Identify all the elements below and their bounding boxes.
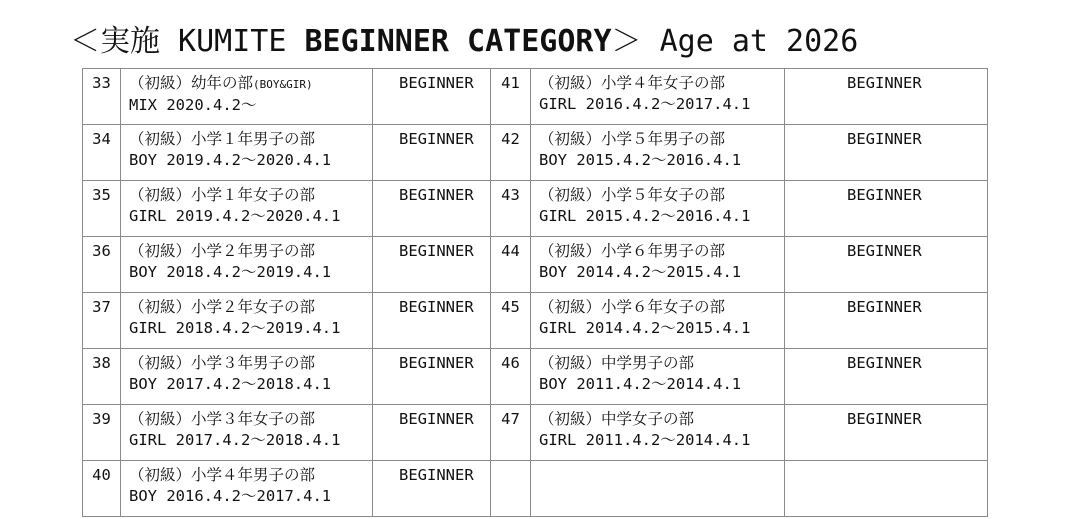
category-name: （初級）小学６年男子の部 xyxy=(539,242,726,260)
category-level: BEGINNER xyxy=(373,293,491,349)
category-table xyxy=(82,68,988,517)
category-name: （初級）小学１年女子の部 xyxy=(129,186,316,204)
category-name: （初級）小学３年男子の部 xyxy=(129,354,316,372)
category-age-range: BOY 2016.4.2～2017.4.1 xyxy=(129,487,332,505)
category-name-cell xyxy=(531,405,785,461)
category-level: BEGINNER xyxy=(785,237,988,293)
category-age-range: GIRL 2018.4.2～2019.4.1 xyxy=(129,319,341,337)
category-name-note: (BOY&GIR) xyxy=(253,78,313,91)
category-number: 42 xyxy=(491,125,531,181)
category-name-cell xyxy=(531,69,785,125)
category-level: BEGINNER xyxy=(373,181,491,237)
category-age-range: BOY 2015.4.2～2016.4.1 xyxy=(539,151,742,169)
category-name-cell xyxy=(121,237,373,293)
category-number: 34 xyxy=(83,125,121,181)
category-number: 47 xyxy=(491,405,531,461)
category-age-range: GIRL 2016.4.2～2017.4.1 xyxy=(539,95,751,113)
category-name-cell xyxy=(121,125,373,181)
category-age-range: BOY 2018.4.2～2019.4.1 xyxy=(129,263,332,281)
category-level: BEGINNER xyxy=(373,405,491,461)
table-row xyxy=(83,461,988,517)
category-level: BEGINNER xyxy=(785,349,988,405)
category-age-range: GIRL 2011.4.2～2014.4.1 xyxy=(539,431,751,449)
category-number: 35 xyxy=(83,181,121,237)
category-age-range: MIX 2020.4.2～ xyxy=(129,96,257,114)
table-row xyxy=(83,125,988,181)
category-name: （初級）小学５年男子の部 xyxy=(539,130,726,148)
category-age-range: GIRL 2019.4.2～2020.4.1 xyxy=(129,207,341,225)
table-row xyxy=(83,237,988,293)
category-name: （初級）小学４年女子の部 xyxy=(539,74,726,92)
category-number: 45 xyxy=(491,293,531,349)
category-level: BEGINNER xyxy=(785,125,988,181)
page-title xyxy=(70,20,858,64)
category-name: （初級）小学２年女子の部 xyxy=(129,298,316,316)
category-name: （初級）中学女子の部 xyxy=(539,410,695,428)
category-number: 38 xyxy=(83,349,121,405)
category-level: BEGINNER xyxy=(373,349,491,405)
category-level: BEGINNER xyxy=(373,461,491,517)
category-number: 37 xyxy=(83,293,121,349)
category-level: BEGINNER xyxy=(785,293,988,349)
category-number: 44 xyxy=(491,237,531,293)
category-age-range: BOY 2014.4.2～2015.4.1 xyxy=(539,263,742,281)
category-name-cell xyxy=(121,405,373,461)
category-name-cell xyxy=(531,237,785,293)
category-level: BEGINNER xyxy=(373,125,491,181)
category-name: （初級）中学男子の部 xyxy=(539,354,695,372)
category-level: BEGINNER xyxy=(785,181,988,237)
category-name-cell xyxy=(121,181,373,237)
category-name-cell xyxy=(531,293,785,349)
title-suffix: ＞ Age at 2026 xyxy=(611,24,859,59)
table-row xyxy=(83,405,988,461)
category-name-cell xyxy=(531,181,785,237)
category-name: （初級）小学５年女子の部 xyxy=(539,186,726,204)
table-row xyxy=(83,69,988,125)
category-name: （初級）小学３年女子の部 xyxy=(129,410,316,428)
category-age-range: BOY 2011.4.2～2014.4.1 xyxy=(539,375,742,393)
category-name-cell xyxy=(121,349,373,405)
category-level: BEGINNER xyxy=(785,69,988,125)
category-name-cell xyxy=(531,349,785,405)
table-row xyxy=(83,181,988,237)
category-level: BEGINNER xyxy=(373,237,491,293)
category-name: （初級）小学４年男子の部 xyxy=(129,466,316,484)
title-prefix: ＜実施 KUMITE xyxy=(70,24,305,59)
category-table-body xyxy=(83,69,988,517)
category-name-cell xyxy=(531,125,785,181)
category-name-cell xyxy=(121,461,373,517)
empty-cell xyxy=(785,461,988,517)
category-number: 41 xyxy=(491,69,531,125)
category-name: （初級）小学１年男子の部 xyxy=(129,130,316,148)
category-age-range: BOY 2017.4.2～2018.4.1 xyxy=(129,375,332,393)
category-number: 39 xyxy=(83,405,121,461)
category-number: 33 xyxy=(83,69,121,125)
category-level: BEGINNER xyxy=(785,405,988,461)
category-age-range: GIRL 2017.4.2～2018.4.1 xyxy=(129,431,341,449)
category-name: （初級）小学２年男子の部 xyxy=(129,242,316,260)
category-number: 36 xyxy=(83,237,121,293)
table-row xyxy=(83,293,988,349)
category-number: 46 xyxy=(491,349,531,405)
category-number: 43 xyxy=(491,181,531,237)
category-name: （初級）小学６年女子の部 xyxy=(539,298,726,316)
category-name: （初級）幼年の部 xyxy=(129,74,254,92)
category-age-range: BOY 2019.4.2～2020.4.1 xyxy=(129,151,332,169)
table-row xyxy=(83,349,988,405)
category-age-range: GIRL 2015.4.2～2016.4.1 xyxy=(539,207,751,225)
category-age-range: GIRL 2014.4.2～2015.4.1 xyxy=(539,319,751,337)
category-number: 40 xyxy=(83,461,121,517)
empty-cell xyxy=(531,461,785,517)
empty-cell xyxy=(491,461,531,517)
category-level: BEGINNER xyxy=(373,69,491,125)
title-bold: BEGINNER CATEGORY xyxy=(304,24,612,59)
category-name-cell xyxy=(121,293,373,349)
category-name-cell xyxy=(121,69,373,125)
